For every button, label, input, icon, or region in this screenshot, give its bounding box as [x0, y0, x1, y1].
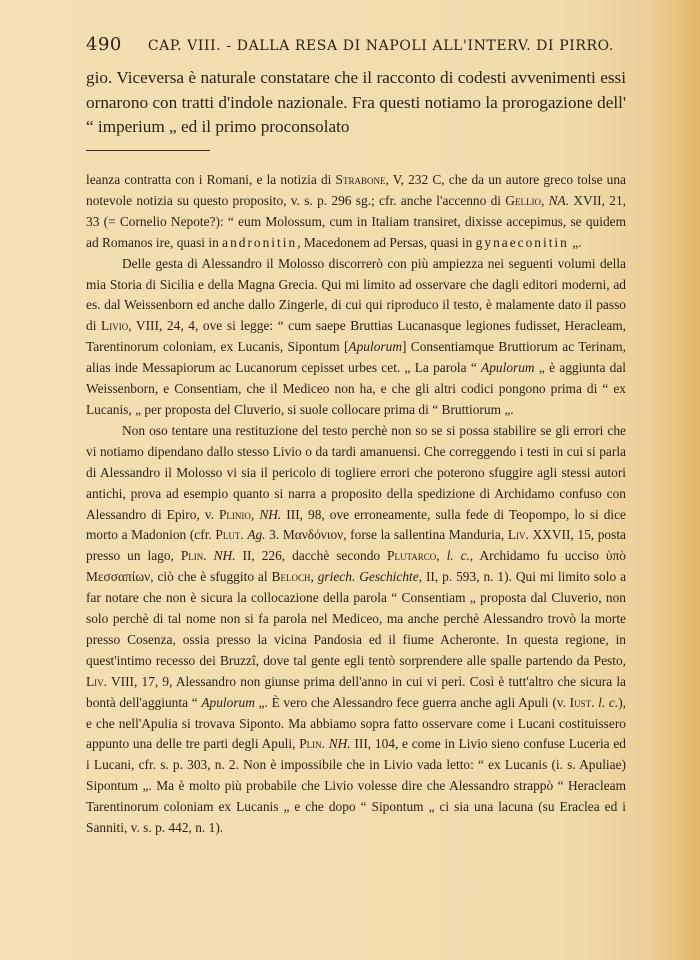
work-title: NH.	[213, 548, 236, 564]
note-paragraph-2: Delle gesta di Alessandro il Molosso discorrerò con più ampiezza nei seguenti volumi della mia Storia di Sicilia e della Magna Grecia. Qui mi limito ad osservare che dagli editori moderni, ad es. dal Weissenborn ed anche dallo Zingerle, di cui qui riproduco il testo, è malamente dato il passo di Livio, VIII, 24, 4, ove si legge: “ cum saepe Bruttias Lucanasque legiones fudisset, Heracleam, Tarentinorum coloniam, ex Lucanis, Sipontum [Apulorum] Consentiamque Bruttiorum ac Terinam, alias inde Messapiorum ac Lucanorum cepisset urbes cet. „ La parola “ Apulorum „ è aggiunta dal Weissenborn, e Consentiam, che il Mediceo non ha, e che gli altri codici pongono prima di “ ex Lucanis, „ per proposta del Cluverio, si suole collocare prima di “ Bruttiorum „.	[86, 255, 626, 417]
work-title: NH.	[328, 736, 351, 752]
note-paragraph-3: Non oso tentare una restituzione del testo perchè non so se si possa stabilire se gli errori che vi notiamo dipendano dallo stesso Livio o da tardi amanuensi. Che correggendo i testi in cui si parla di Alessandro il Molosso vi sia il pericolo di togliere errori che poterono sfuggire agli stessi autori antichi, prova ad esempio quanto si narra a proposito della spedizione di Archidamo confuso con Alessandro di Epiro, v. Plinio, NH. III, 98, ove erroneamente, sulla fede di Teopompo, lo si dice morto a Madonion (cfr. Plut. Ag. 3. Μανδόνιον, forse la sallentina Manduria, Liv. XXVII, 15, posta presso un lago, Plin. NH. II, 226, dacchè secondo Plutarco, l. c., Archidamo fu ucciso ὑπὸ Μεσσαπίων, ciò che è sfuggito al Beloch, griech. Geschichte, II, p. 593, n. 1). Qui mi limito solo a far notare che non è sicura la collocazione della parola “ Consentiam „ proposta dal Cluverio, non solo perchè di tal nome non si fa parola nel Mediceo, ma anche perchè Alessandro trovò la morte presso Cosenza, ossia presso la vicina Pandosia ed il fiume Acheronte. In questa regione, in quest'intimo recesso dei Bruzzî, dove tal gente egli tentò sorprendere alle spalle partendo da Pesto, Liv. VIII, 17, 9, Alessandro non giunse prima dell'anno in cui vi perì. Così è tutt'altro che sicura la bontà dell'aggiunta “ Apulorum „. È vero che Alessandro fece guerra anche agli Apuli (v. Iust. l. c.), e che nell'Apulia si trovava Siponto. Ma abbiamo sopra fatto osservare come i Lucani costituissero appunto una delle tre parti degli Apuli, Plin. NH. III, 104, e come in Livio sieno confuse Luceria ed i Lucani, cfr. s. p. 303, n. 2. Non è impossibile che in Livio vada letto: “ ex Lucanis (i. s. Apuliae) Sipontum „. Ma è molto più probabile che Livio volesse dire che Alessandro strappò “ Heracleam Tarentinorum coloniam ex Lucanis „ e che dopo “ Sipontum „ ci sia una lacuna (su Eraclea ed i Sanniti, v. s. p. 442, n. 1).	[86, 422, 627, 836]
spaced-word: andronitin	[222, 234, 298, 250]
author-name: Plin.	[299, 736, 325, 752]
author-name: Plin.	[180, 548, 207, 564]
author-name: Liv.	[86, 673, 108, 689]
author-name: Gellio	[505, 192, 541, 208]
running-head	[86, 34, 626, 55]
footnote-rule	[86, 150, 210, 151]
work-title: l. c.	[446, 548, 470, 564]
work-title: l. c.	[598, 694, 619, 710]
spaced-word: gynaeconitin	[475, 234, 569, 250]
author-name: Plut.	[215, 527, 244, 543]
italic-word: Apulorum	[348, 339, 402, 355]
italic-word: Apulorum	[481, 360, 535, 376]
work-title: NH.	[259, 506, 282, 522]
author-name: Plutarco	[387, 548, 437, 564]
italic-word: Apulorum	[201, 694, 255, 710]
author-name: Iust.	[569, 694, 595, 710]
work-title: NA.	[548, 192, 570, 208]
main-text	[86, 66, 626, 140]
work-title: Ag.	[247, 527, 266, 543]
author-name: Strabone	[335, 172, 386, 187]
author-name: Liv.	[507, 527, 529, 543]
work-title: griech. Geschichte	[317, 569, 419, 585]
main-paragraph: gio. Viceversa è naturale constatare che il racconto di codesti avvenimenti essi ornarono con tratti d'indole nazionale. Fra questi notiamo la prorogazione dell' “ imperium „ ed il primo proconsolato	[86, 68, 626, 136]
author-name: Plinio	[218, 506, 251, 522]
page-number: 490	[86, 34, 122, 55]
chapter-title: CAP. VIII. - DALLA RESA DI NAPOLI ALL'INTERV. DI PIRRO.	[147, 38, 614, 54]
author-name: Beloch	[271, 569, 311, 585]
author-name: Livio	[101, 318, 129, 334]
footnotes	[86, 170, 626, 839]
note-paragraph-1: leanza contratta con i Romani, e la notizia di Strabone, V, 232 C, che da un autore greco tolse una notevole notizia su questo proposito, v. s. p. 296 sg.; cfr. anche l'accenno di Gellio, NA. XVII, 21, 33 (= Cornelio Nepote?): “ eum Molossum, cum in Italiam transiret, dixisse accepimus, se quidem ad Romanos ire, quasi in andronitin, Macedonem ad Persas, quasi in gynaeconitin „.	[86, 172, 626, 250]
